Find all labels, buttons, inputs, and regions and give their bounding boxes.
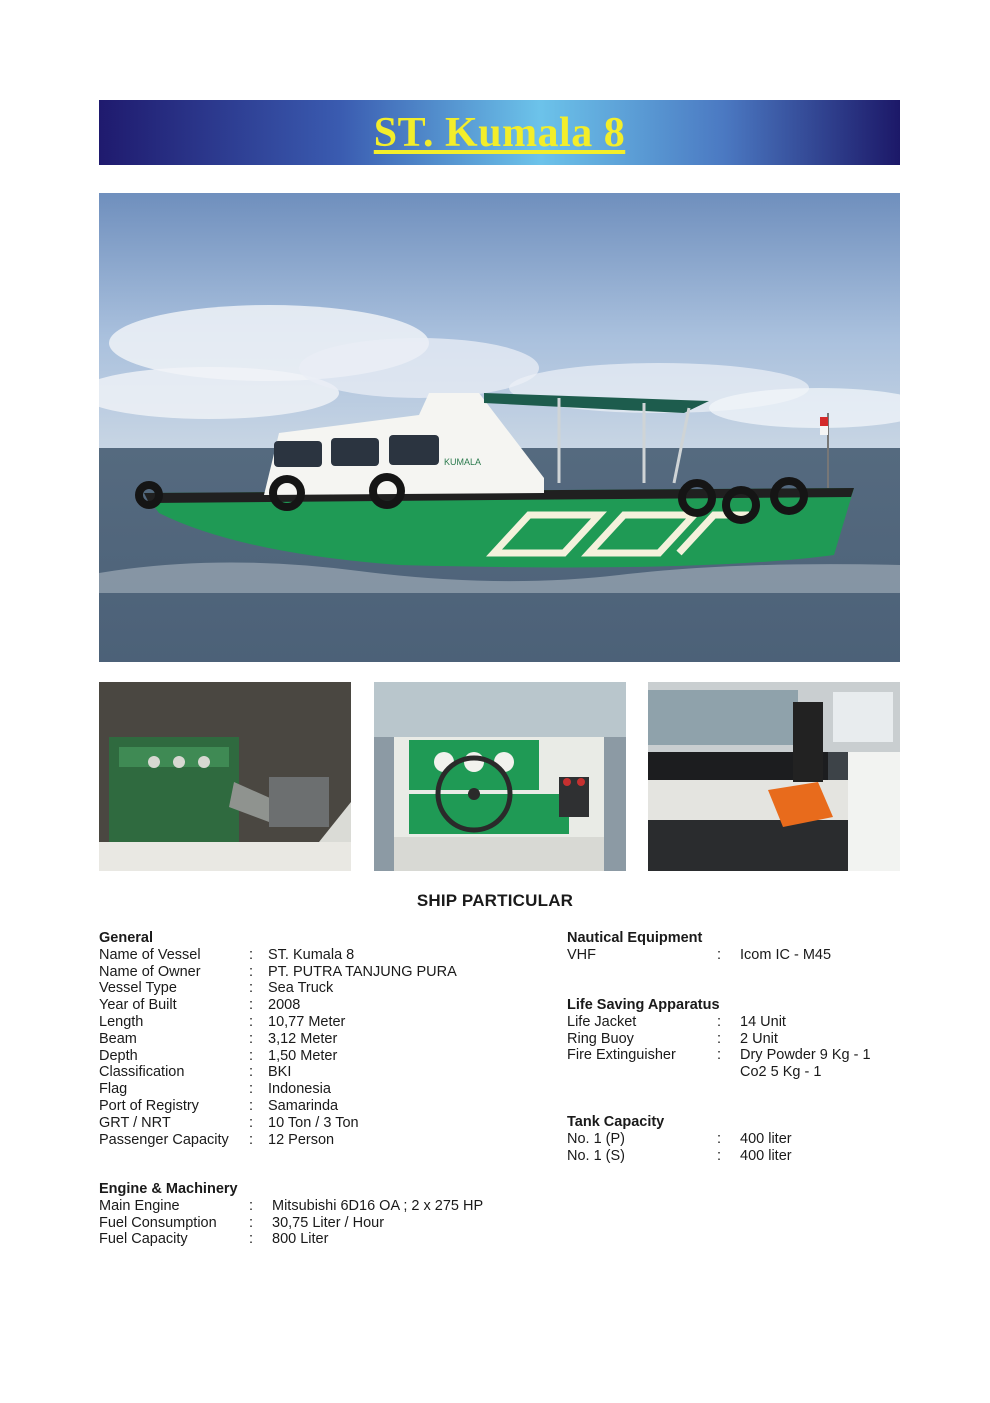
row-label: Life Jacket [567, 1013, 637, 1030]
row-value: Sea Truck [268, 980, 334, 997]
table-row [567, 1064, 897, 1081]
table-row [567, 1031, 897, 1048]
nautical-section [567, 930, 897, 964]
title-banner [99, 100, 900, 165]
row-separator: : [249, 1030, 254, 1047]
table-row [99, 1064, 519, 1081]
row-label: Length [99, 1013, 144, 1030]
row-value: 10,77 Meter [268, 1013, 346, 1030]
row-label: Passenger Capacity [99, 1131, 229, 1148]
row-value: 3,12 Meter [268, 1030, 338, 1047]
table-row [99, 997, 519, 1014]
engine-section [99, 1181, 519, 1248]
boat-photo [99, 193, 900, 662]
table-row [99, 1081, 519, 1098]
table-row [99, 1132, 519, 1149]
helm-photo [374, 682, 626, 871]
table-row [99, 1198, 519, 1215]
row-separator: : [717, 1147, 722, 1164]
row-value: Co2 5 Kg - 1 [740, 1064, 822, 1081]
row-separator: : [249, 1047, 254, 1064]
row-value: 2008 [268, 997, 301, 1014]
life-saving-section [567, 997, 897, 1081]
row-value: Dry Powder 9 Kg - 1 [740, 1047, 871, 1064]
page-title: ST. Kumala 8 [373, 109, 626, 156]
section-title: SHIP PARTICULAR [416, 891, 574, 910]
row-value: Mitsubishi 6D16 OA ; 2 x 275 HP [272, 1197, 484, 1214]
row-label: Name of Owner [99, 963, 201, 980]
row-label: Main Engine [99, 1197, 180, 1214]
cabin-photo [648, 682, 900, 871]
row-label: Fuel Capacity [99, 1231, 188, 1248]
tank-heading: Tank Capacity [567, 1114, 665, 1130]
row-separator: : [717, 1030, 722, 1047]
table-row [567, 947, 897, 964]
table-row [567, 1131, 897, 1148]
general-heading: General [99, 930, 153, 946]
table-row [99, 1031, 519, 1048]
row-value: Samarinda [268, 1097, 339, 1114]
row-label: VHF [567, 946, 596, 963]
row-label: GRT / NRT [99, 1114, 171, 1131]
row-separator: : [717, 1047, 722, 1064]
row-separator: : [717, 1130, 722, 1147]
row-separator: : [249, 1013, 254, 1030]
row-separator: : [249, 1214, 254, 1231]
row-label: Flag [99, 1081, 128, 1098]
row-separator: : [249, 1097, 254, 1114]
row-separator: : [249, 1114, 254, 1131]
table-row [99, 1115, 519, 1132]
row-value: BKI [268, 1064, 292, 1081]
table-row [99, 1231, 519, 1248]
row-label: No. 1 (P) [567, 1130, 626, 1147]
hull-name: KUMALA [444, 457, 482, 467]
row-label: Ring Buoy [567, 1030, 634, 1047]
row-separator: : [249, 1197, 254, 1214]
row-separator: : [249, 1081, 254, 1098]
row-value: 2 Unit [740, 1030, 778, 1047]
row-label: Port of Registry [99, 1097, 199, 1114]
row-value: Icom IC - M45 [740, 946, 832, 963]
row-value: PT. PUTRA TANJUNG PURA [268, 963, 457, 980]
table-row [567, 1014, 897, 1031]
table-row [99, 947, 519, 964]
row-label: Fire Extinguisher [567, 1047, 676, 1064]
row-value: 400 liter [740, 1130, 792, 1147]
row-label: Year of Built [99, 997, 177, 1014]
row-value: 30,75 Liter / Hour [272, 1214, 385, 1231]
row-separator: : [249, 1131, 254, 1148]
row-value: 14 Unit [740, 1013, 786, 1030]
row-label: Beam [99, 1030, 137, 1047]
row-separator: : [249, 1231, 254, 1248]
row-separator: : [249, 980, 254, 997]
general-section [99, 930, 519, 1148]
table-row [99, 964, 519, 981]
row-separator: : [249, 963, 254, 980]
row-separator: : [249, 946, 254, 963]
engine-photo [99, 682, 351, 871]
row-label: No. 1 (S) [567, 1147, 626, 1164]
row-label: Depth [99, 1047, 138, 1064]
table-row [99, 1014, 519, 1031]
row-separator: : [717, 946, 722, 963]
row-value: 800 Liter [272, 1231, 329, 1248]
nautical-heading: Nautical Equipment [567, 930, 703, 946]
table-row [99, 1215, 519, 1232]
row-value: 10 Ton / 3 Ton [268, 1114, 359, 1131]
tank-section [567, 1114, 897, 1164]
table-row [567, 1148, 897, 1165]
life-saving-heading: Life Saving Apparatus [567, 997, 720, 1013]
row-label: Name of Vessel [99, 946, 201, 963]
row-value: Indonesia [268, 1081, 331, 1098]
engine-heading: Engine & Machinery [99, 1181, 238, 1197]
row-value: ST. Kumala 8 [268, 946, 355, 963]
row-value: 1,50 Meter [268, 1047, 338, 1064]
row-separator: : [717, 1013, 722, 1030]
table-row [99, 980, 519, 997]
row-separator: : [249, 997, 254, 1014]
row-separator: : [249, 1064, 254, 1081]
row-value: 400 liter [740, 1147, 792, 1164]
table-row [99, 1048, 519, 1065]
row-label: Classification [99, 1064, 185, 1081]
row-label: Vessel Type [99, 980, 177, 997]
row-label: Fuel Consumption [99, 1214, 217, 1231]
table-row [99, 1098, 519, 1115]
row-value: 12 Person [268, 1131, 335, 1148]
table-row [567, 1047, 897, 1064]
